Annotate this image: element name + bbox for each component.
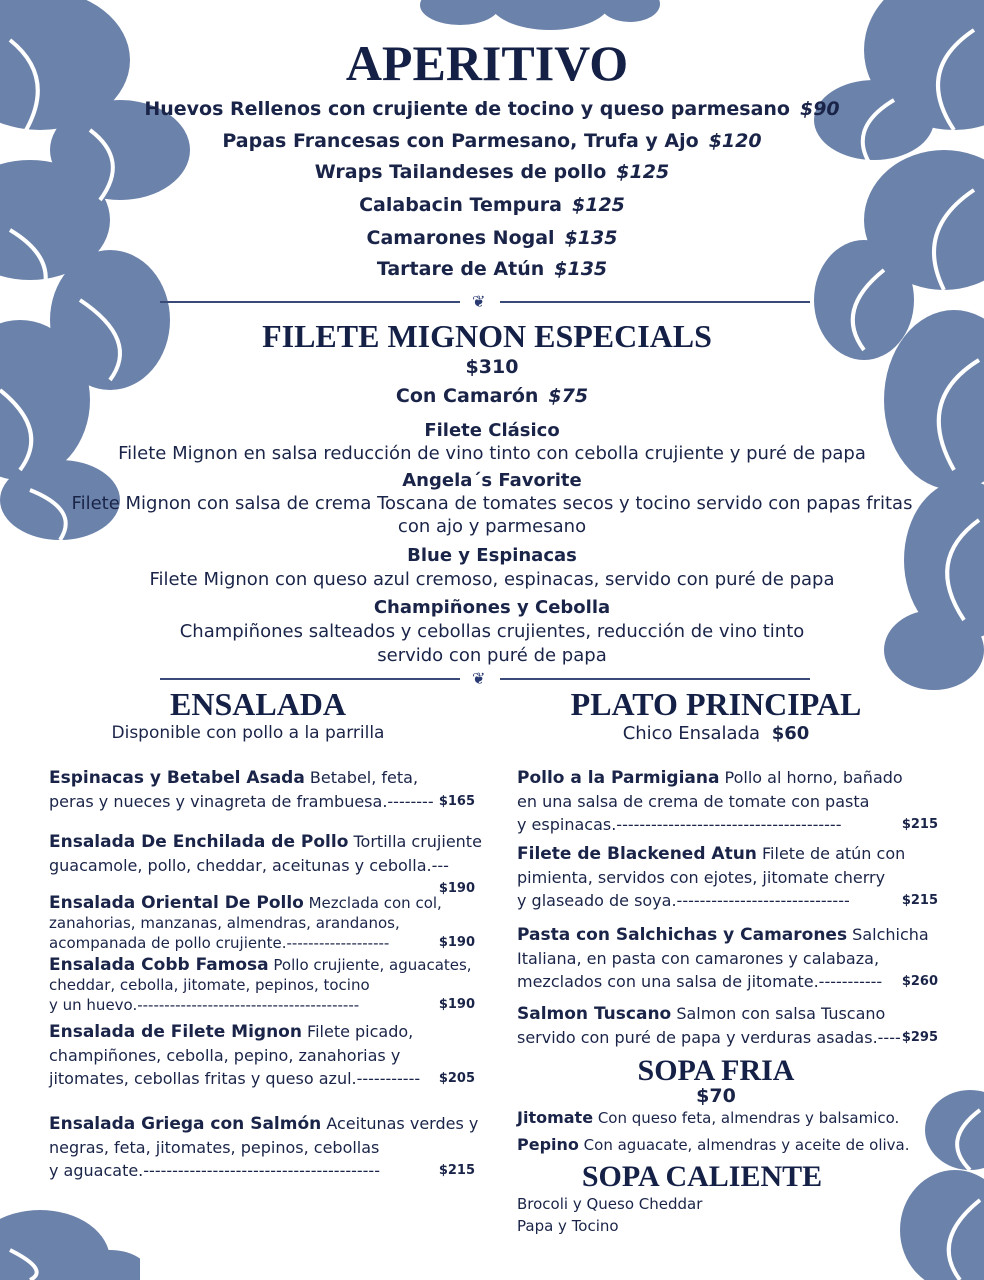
ensalada-item: [49, 830, 482, 900]
filete-price: $310: [465, 356, 519, 378]
filete-option-name: Champiñones y Cebolla: [373, 597, 611, 618]
item-price: $90: [799, 98, 840, 120]
aperitivo-item: [0, 194, 984, 216]
item-desc: Pollo crujiente, aguacates,: [268, 956, 472, 974]
ensalada-item: [49, 1112, 479, 1182]
ensalada-item: [49, 1020, 475, 1090]
item-desc: Salchicha: [847, 925, 929, 944]
item-desc: y un huevo.-----------------------------------------: [49, 996, 360, 1014]
filete-option-desc: Filete Mignon con queso azul cremoso, espinacas, servido con puré de papa: [149, 569, 835, 590]
item-desc: jitomates, cebollas fritas y queso azul.-----------: [49, 1069, 421, 1088]
subtitle-price: $60: [771, 723, 810, 744]
item-desc: Con queso feta, almendras y balsamico.: [593, 1109, 900, 1127]
item-name: Jitomate: [517, 1108, 594, 1127]
item-desc: guacamole, pollo, cheddar, aceitunas y cebolla.---: [49, 856, 449, 875]
ornament-icon: ❦: [472, 669, 486, 688]
filete-option-desc: Filete Mignon en salsa reducción de vino tinto con cebolla crujiente y puré de papa: [118, 443, 866, 464]
item-name: Calabacin Tempura: [359, 194, 562, 216]
filete-option-desc: servido con puré de papa: [377, 645, 607, 666]
ensalada-title: ENSALADA: [169, 686, 347, 722]
item-desc: servido con puré de papa y verduras asadas.----: [517, 1028, 901, 1047]
ensalada-subtitle: Disponible con pollo a la parrilla: [111, 723, 385, 743]
plato-item: [517, 1002, 938, 1049]
item-price: $190: [438, 935, 475, 950]
item-price: $125: [616, 161, 670, 183]
item-price: $135: [554, 258, 608, 280]
aperitivo-item: [0, 227, 984, 249]
aperitivo-item: [0, 161, 984, 183]
filete-option-desc: Champiñones salteados y cebollas crujientes, reducción de vino tinto: [179, 621, 805, 642]
item-name: Ensalada de Filete Mignon: [49, 1022, 302, 1042]
ensalada-item: [49, 893, 475, 953]
item-price: $205: [438, 1071, 475, 1086]
item-desc: cheddar, cebolla, jitomate, pepinos, tocino: [49, 976, 370, 994]
item-price: $215: [438, 1163, 475, 1178]
plato-item: [517, 923, 938, 993]
aperitivo-title: APERITIVO: [345, 35, 629, 91]
sopa-fria-item: [517, 1108, 899, 1127]
item-desc: Italiana, en pasta con camarones y calabaza,: [517, 949, 880, 968]
item-name: Camarones Nogal: [366, 227, 555, 249]
item-desc: y glaseado de soya.------------------------------: [517, 891, 850, 910]
item-name: Ensalada Oriental De Pollo: [49, 893, 304, 913]
sopa-caliente-item: Brocoli y Queso Cheddar: [517, 1195, 703, 1213]
item-desc: Salmon con salsa Tuscano: [671, 1004, 886, 1023]
sopa-fria-title: SOPA FRIA: [637, 1054, 795, 1087]
section-divider: [160, 292, 810, 312]
item-price: $120: [708, 130, 762, 152]
item-desc: Mezclada con col,: [303, 894, 442, 912]
item-name: Pollo a la Parmigiana: [517, 768, 720, 788]
item-desc: y espinacas.---------------------------------------: [517, 815, 842, 834]
item-name: Ensalada De Enchilada de Pollo: [49, 832, 349, 852]
addon-name: Con Camarón: [395, 385, 539, 407]
aperitivo-item: [0, 258, 984, 280]
sopa-fria-item: [517, 1135, 910, 1154]
plato-item: [517, 842, 938, 912]
filete-addon: [40, 385, 944, 407]
item-price: $215: [901, 893, 938, 908]
item-name: Filete de Blackened Atun: [517, 844, 757, 864]
item-name: Wraps Tailandeses de pollo: [314, 161, 607, 183]
item-desc: peras y nueces y vinagreta de frambuesa.--------: [49, 792, 434, 811]
item-desc: Pollo al horno, bañado: [719, 768, 903, 787]
item-price: $190: [438, 997, 475, 1012]
item-name: Papas Francesas con Parmesano, Trufa y Ajo: [222, 130, 699, 152]
filete-option-desc: con ajo y parmesano: [397, 516, 587, 537]
addon-price: $75: [548, 385, 589, 407]
item-price: $125: [572, 194, 625, 216]
sopa-caliente-item: Papa y Tocino: [517, 1217, 619, 1235]
item-name: Ensalada Cobb Famosa: [49, 955, 269, 975]
item-desc: Tortilla crujiente: [348, 832, 482, 851]
item-name: Pasta con Salchichas y Camarones: [517, 925, 848, 945]
item-price: $190: [438, 881, 475, 896]
item-desc: negras, feta, jitomates, pepinos, cebollas: [49, 1138, 380, 1157]
filete-title: FILETE MIGNON ESPECIALS: [262, 318, 712, 354]
item-desc: pimienta, servidos con ejotes, jitomate cherry: [517, 868, 886, 887]
filete-option-name: Blue y Espinacas: [407, 545, 577, 566]
item-price: $295: [901, 1030, 938, 1045]
item-desc: Con aguacate, almendras y aceite de oliva.: [578, 1136, 910, 1154]
aperitivo-item: [0, 98, 984, 120]
item-desc: en una salsa de crema de tomate con pasta: [517, 792, 870, 811]
item-desc: zanahorias, manzanas, almendras, arandanos,: [49, 914, 400, 932]
item-desc: Betabel, feta,: [304, 768, 419, 787]
item-name: Ensalada Griega con Salmón: [49, 1114, 322, 1134]
sopa-fria-price: $70: [696, 1085, 736, 1107]
filete-option-desc: Filete Mignon con salsa de crema Toscana de tomates secos y tocino servido con papas fritas: [71, 493, 913, 514]
subtitle-text: Chico Ensalada: [622, 723, 760, 744]
sopa-caliente-title: SOPA CALIENTE: [581, 1160, 823, 1193]
item-name: Tartare de Atún: [376, 258, 545, 280]
item-desc: Aceitunas verdes y: [321, 1114, 479, 1133]
item-desc: Filete picado,: [301, 1022, 414, 1041]
ensalada-item: [49, 955, 475, 1015]
item-desc: acompanada de pollo crujiente.-------------------: [49, 934, 390, 952]
plato-item: [517, 766, 938, 836]
item-name: Pepino: [517, 1135, 579, 1154]
ensalada-item: [49, 766, 475, 813]
item-name: Salmon Tuscano: [517, 1004, 672, 1024]
item-price: $165: [438, 794, 475, 809]
item-price: $135: [564, 227, 618, 249]
item-name: Espinacas y Betabel Asada: [49, 768, 305, 788]
item-price: $215: [901, 817, 938, 832]
plato-title: PLATO PRINCIPAL: [570, 686, 862, 722]
item-name: Huevos Rellenos con crujiente de tocino y queso parmesano: [144, 98, 790, 120]
item-desc: mezclados con una salsa de jitomate.-----------: [517, 972, 883, 991]
filete-option-name: Filete Clásico: [424, 420, 560, 441]
item-desc: champiñones, cebolla, pepino, zanahorias y: [49, 1046, 401, 1065]
item-price: $260: [901, 974, 938, 989]
plato-subtitle: [516, 723, 916, 744]
aperitivo-item: [0, 130, 984, 152]
filete-option-name: Angela´s Favorite: [402, 470, 582, 491]
item-desc: y aguacate.-----------------------------------------: [49, 1161, 380, 1180]
ornament-icon: ❦: [472, 292, 486, 311]
item-desc: Filete de atún con: [756, 844, 906, 863]
